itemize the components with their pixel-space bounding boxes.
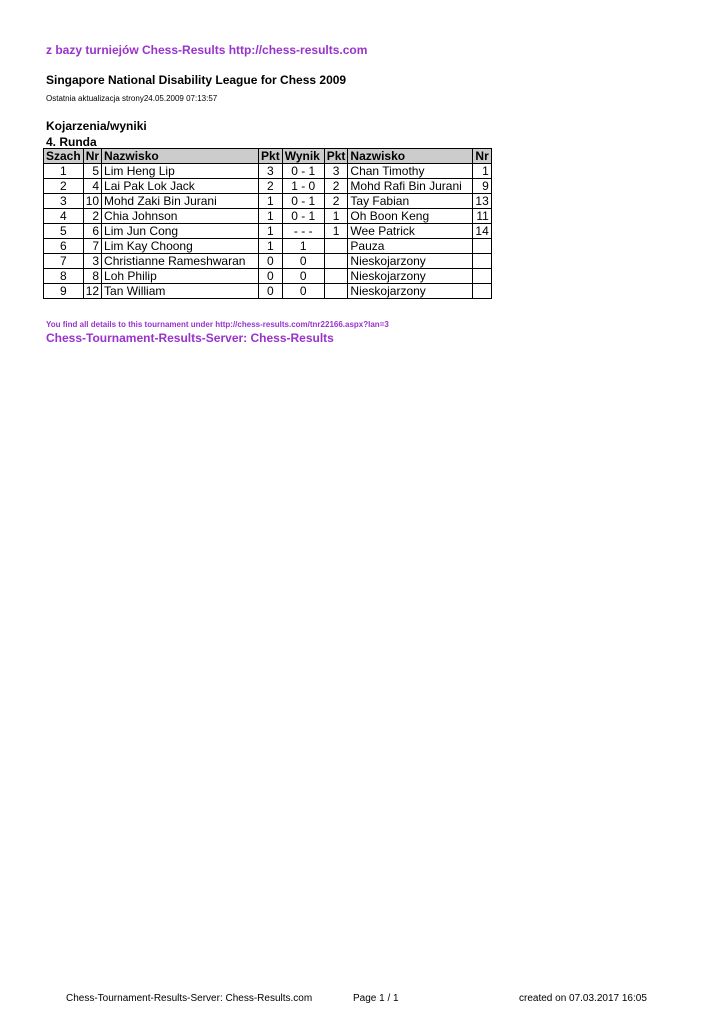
white-name-cell: Chia Johnson: [102, 209, 259, 224]
white-name-cell: Lim Kay Choong: [102, 239, 259, 254]
white-nr-cell: 5: [83, 164, 101, 179]
board-cell: 4: [44, 209, 84, 224]
board-cell: 8: [44, 269, 84, 284]
result-cell: 0: [282, 284, 324, 299]
table-header-row: [44, 149, 492, 164]
table-row: [44, 224, 492, 239]
result-cell: 0: [282, 269, 324, 284]
table-row: [44, 194, 492, 209]
board-cell: 6: [44, 239, 84, 254]
result-cell: 0: [282, 254, 324, 269]
col-header-pts: Pkt: [259, 149, 283, 164]
white-pts-cell: 1: [259, 194, 283, 209]
footer-server: Chess-Tournament-Results-Server: Chess-Results.com: [66, 993, 313, 1004]
white-pts-cell: 1: [259, 239, 283, 254]
black-nr-cell: 9: [473, 179, 491, 194]
white-nr-cell: 3: [83, 254, 101, 269]
col-header-name-2: Nazwisko: [348, 149, 473, 164]
col-header-nr: Nr: [83, 149, 101, 164]
board-cell: 7: [44, 254, 84, 269]
board-cell: 5: [44, 224, 84, 239]
section-title: Kojarzenia/wyniki: [46, 119, 147, 133]
black-name-cell: Nieskojarzony: [348, 269, 473, 284]
black-nr-cell: [473, 284, 491, 299]
result-cell: 0 - 1: [282, 164, 324, 179]
black-pts-cell: 1: [324, 209, 348, 224]
black-pts-cell: [324, 239, 348, 254]
black-pts-cell: 1: [324, 224, 348, 239]
white-pts-cell: 0: [259, 284, 283, 299]
white-pts-cell: 0: [259, 254, 283, 269]
footer-page-number: Page 1 / 1: [353, 993, 399, 1004]
pairings-table: [43, 148, 492, 299]
result-cell: 0 - 1: [282, 194, 324, 209]
black-name-cell: Wee Patrick: [348, 224, 473, 239]
white-pts-cell: 1: [259, 224, 283, 239]
black-name-cell: Tay Fabian: [348, 194, 473, 209]
black-nr-cell: 1: [473, 164, 491, 179]
black-name-cell: Nieskojarzony: [348, 254, 473, 269]
table-row: [44, 284, 492, 299]
black-name-cell: Mohd Rafi Bin Jurani: [348, 179, 473, 194]
server-link[interactable]: Chess-Tournament-Results-Server: Chess-Results: [46, 331, 334, 345]
white-name-cell: Mohd Zaki Bin Jurani: [102, 194, 259, 209]
table-row: [44, 179, 492, 194]
white-nr-cell: 2: [83, 209, 101, 224]
white-name-cell: Loh Philip: [102, 269, 259, 284]
white-nr-cell: 12: [83, 284, 101, 299]
board-cell: 2: [44, 179, 84, 194]
white-pts-cell: 0: [259, 269, 283, 284]
tournament-details-link[interactable]: You find all details to this tournament under http://chess-results.com/tnr22166.aspx?lan=3: [46, 320, 389, 329]
table-row: [44, 269, 492, 284]
white-pts-cell: 2: [259, 179, 283, 194]
black-nr-cell: [473, 254, 491, 269]
col-header-name: Nazwisko: [102, 149, 259, 164]
round-title: 4. Runda: [46, 135, 97, 149]
result-cell: 1 - 0: [282, 179, 324, 194]
white-nr-cell: 6: [83, 224, 101, 239]
white-name-cell: Lai Pak Lok Jack: [102, 179, 259, 194]
col-header-pts-2: Pkt: [324, 149, 348, 164]
footer-created: created on 07.03.2017 16:05: [519, 993, 647, 1004]
col-header-board: Szach: [44, 149, 84, 164]
black-pts-cell: [324, 284, 348, 299]
black-name-cell: Nieskojarzony: [348, 284, 473, 299]
black-pts-cell: [324, 254, 348, 269]
black-pts-cell: 2: [324, 179, 348, 194]
result-cell: 0 - 1: [282, 209, 324, 224]
board-cell: 9: [44, 284, 84, 299]
black-name-cell: Oh Boon Keng: [348, 209, 473, 224]
board-cell: 3: [44, 194, 84, 209]
white-nr-cell: 10: [83, 194, 101, 209]
black-nr-cell: 13: [473, 194, 491, 209]
white-name-cell: Lim Heng Lip: [102, 164, 259, 179]
table-row: [44, 254, 492, 269]
result-cell: 1: [282, 239, 324, 254]
white-name-cell: Tan William: [102, 284, 259, 299]
col-header-result: Wynik: [282, 149, 324, 164]
table-row: [44, 209, 492, 224]
table-row: [44, 164, 492, 179]
black-pts-cell: 3: [324, 164, 348, 179]
white-name-cell: Lim Jun Cong: [102, 224, 259, 239]
black-name-cell: Chan Timothy: [348, 164, 473, 179]
black-nr-cell: [473, 269, 491, 284]
white-pts-cell: 1: [259, 209, 283, 224]
black-name-cell: Pauza: [348, 239, 473, 254]
last-update-text: Ostatnia aktualizacja strony24.05.2009 07:13:57: [46, 94, 218, 103]
white-nr-cell: 4: [83, 179, 101, 194]
board-cell: 1: [44, 164, 84, 179]
white-pts-cell: 3: [259, 164, 283, 179]
black-pts-cell: 2: [324, 194, 348, 209]
tournament-title: Singapore National Disability League for Chess 2009: [46, 73, 347, 87]
white-nr-cell: 8: [83, 269, 101, 284]
chess-results-link[interactable]: z bazy turniejów Chess-Results http://chess-results.com: [46, 43, 368, 57]
white-name-cell: Christianne Rameshwaran: [102, 254, 259, 269]
black-nr-cell: [473, 239, 491, 254]
black-nr-cell: 11: [473, 209, 491, 224]
black-nr-cell: 14: [473, 224, 491, 239]
white-nr-cell: 7: [83, 239, 101, 254]
black-pts-cell: [324, 269, 348, 284]
table-row: [44, 239, 492, 254]
col-header-nr-2: Nr: [473, 149, 491, 164]
result-cell: - - -: [282, 224, 324, 239]
